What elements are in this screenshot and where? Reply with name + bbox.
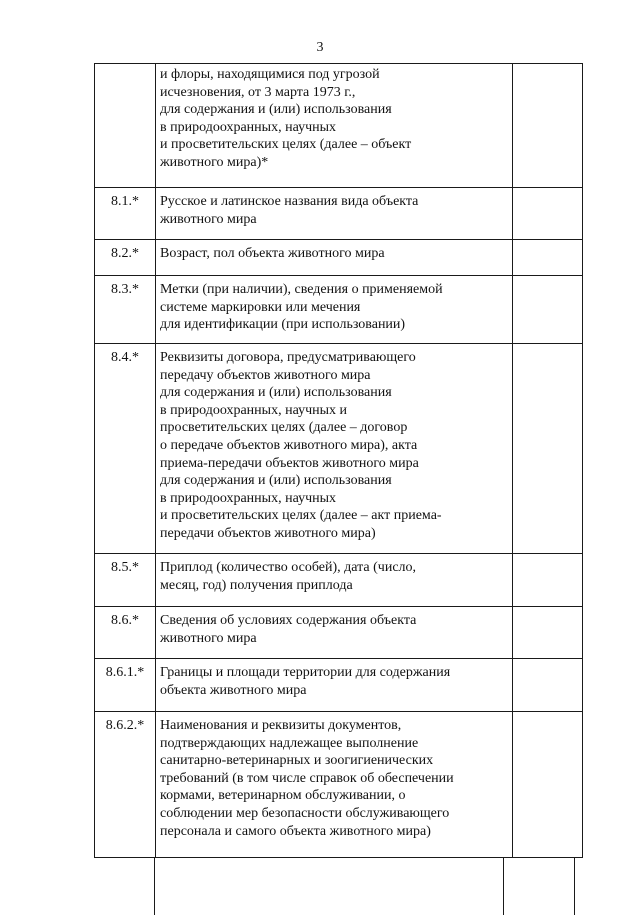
table-row — [95, 344, 583, 554]
row-number: 8.6.1.* — [95, 659, 156, 712]
description-line: соблюдении мер безопасности обслуживающего — [160, 805, 450, 821]
description-line: и флоры, находящимися под угрозой — [160, 67, 380, 82]
row-number: 8.6.* — [95, 607, 156, 659]
description-line: Наименования и реквизиты документов, — [160, 718, 402, 733]
row-value-field[interactable] — [513, 240, 583, 276]
description-line: животного мира — [160, 630, 257, 646]
description-line: санитарно-ветеринарных и зоогигиенических — [160, 753, 434, 769]
description-line: Сведения об условиях содержания объекта — [160, 613, 417, 628]
row-description — [156, 659, 513, 712]
row-number: 8.4.* — [95, 344, 156, 554]
description-line: для идентификации (при использовании) — [160, 317, 406, 333]
description-line: исчезновения, от 3 марта 1973 г., — [160, 84, 356, 100]
row-value-field[interactable] — [513, 276, 583, 344]
table-row — [95, 188, 583, 240]
description-line: передачу объектов животного мира — [160, 367, 371, 383]
row-description — [156, 240, 513, 276]
row-number: 8.2.* — [95, 240, 156, 276]
row-number: 8.1.* — [95, 188, 156, 240]
description-line: и просветительских целях (далее – акт приема- — [160, 508, 442, 524]
page-number: 3 — [316, 40, 324, 55]
description-line: и просветительских целях (далее – объект — [160, 137, 412, 153]
description-line: в природоохранных, научных — [160, 119, 337, 135]
row-value-field[interactable] — [513, 712, 583, 858]
row-description — [156, 554, 513, 607]
row-value-field[interactable] — [513, 188, 583, 240]
description-line: системе маркировки или мечения — [160, 299, 361, 315]
table-row — [95, 240, 583, 276]
description-line: Границы и площади территории для содержания — [160, 665, 451, 680]
description-line: Русское и латинское названия вида объекта — [160, 194, 419, 209]
table-row — [95, 659, 583, 712]
row-description — [156, 276, 513, 344]
table-row — [95, 64, 583, 188]
row-description — [156, 344, 513, 554]
description-line: объекта животного мира — [160, 682, 307, 698]
table-row — [95, 554, 583, 607]
description-line: животного мира — [160, 211, 257, 227]
row-number: 8.6.2.* — [95, 712, 156, 858]
description-line: Метки (при наличии), сведения о применяемой — [160, 282, 443, 297]
row-description — [156, 64, 513, 188]
row-description — [156, 188, 513, 240]
table-continuation-line — [154, 857, 504, 915]
description-line: месяц, год) получения приплода — [160, 577, 353, 593]
row-number: 8.5.* — [95, 554, 156, 607]
row-value-field[interactable] — [513, 64, 583, 188]
table-row — [95, 712, 583, 858]
description-line: просветительских целях (далее – договор — [160, 420, 408, 436]
row-description — [156, 607, 513, 659]
table-row — [95, 276, 583, 344]
description-line: Возраст, пол объекта животного мира — [160, 246, 385, 261]
description-line: Приплод (количество особей), дата (число, — [160, 560, 417, 575]
description-line: приема-передачи объектов животного мира — [160, 455, 419, 471]
description-line: животного мира)* — [160, 154, 269, 170]
table-row — [95, 607, 583, 659]
description-line: подтверждающих надлежащее выполнение — [160, 735, 419, 751]
row-number — [95, 64, 156, 188]
description-line: передачи объектов животного мира) — [160, 525, 376, 541]
description-line: для содержания и (или) использования — [160, 473, 392, 489]
row-description — [156, 712, 513, 858]
row-value-field[interactable] — [513, 659, 583, 712]
row-value-field[interactable] — [513, 554, 583, 607]
table-continuation-line — [503, 857, 575, 915]
description-line: персонала и самого объекта животного мира) — [160, 823, 431, 839]
description-line: Реквизиты договора, предусматривающего — [160, 350, 416, 365]
row-value-field[interactable] — [513, 344, 583, 554]
row-number: 8.3.* — [95, 276, 156, 344]
description-line: для содержания и (или) использования — [160, 385, 392, 401]
description-line: кормами, ветеринарном обслуживании, о — [160, 788, 406, 804]
description-line: о передаче объектов животного мира), акта — [160, 437, 418, 453]
row-value-field[interactable] — [513, 607, 583, 659]
form-table — [94, 63, 583, 858]
description-line: в природоохранных, научных — [160, 490, 337, 506]
description-line: для содержания и (или) использования — [160, 102, 392, 118]
description-line: требований (в том числе справок об обеспечении — [160, 770, 454, 786]
description-line: в природоохранных, научных и — [160, 402, 347, 418]
